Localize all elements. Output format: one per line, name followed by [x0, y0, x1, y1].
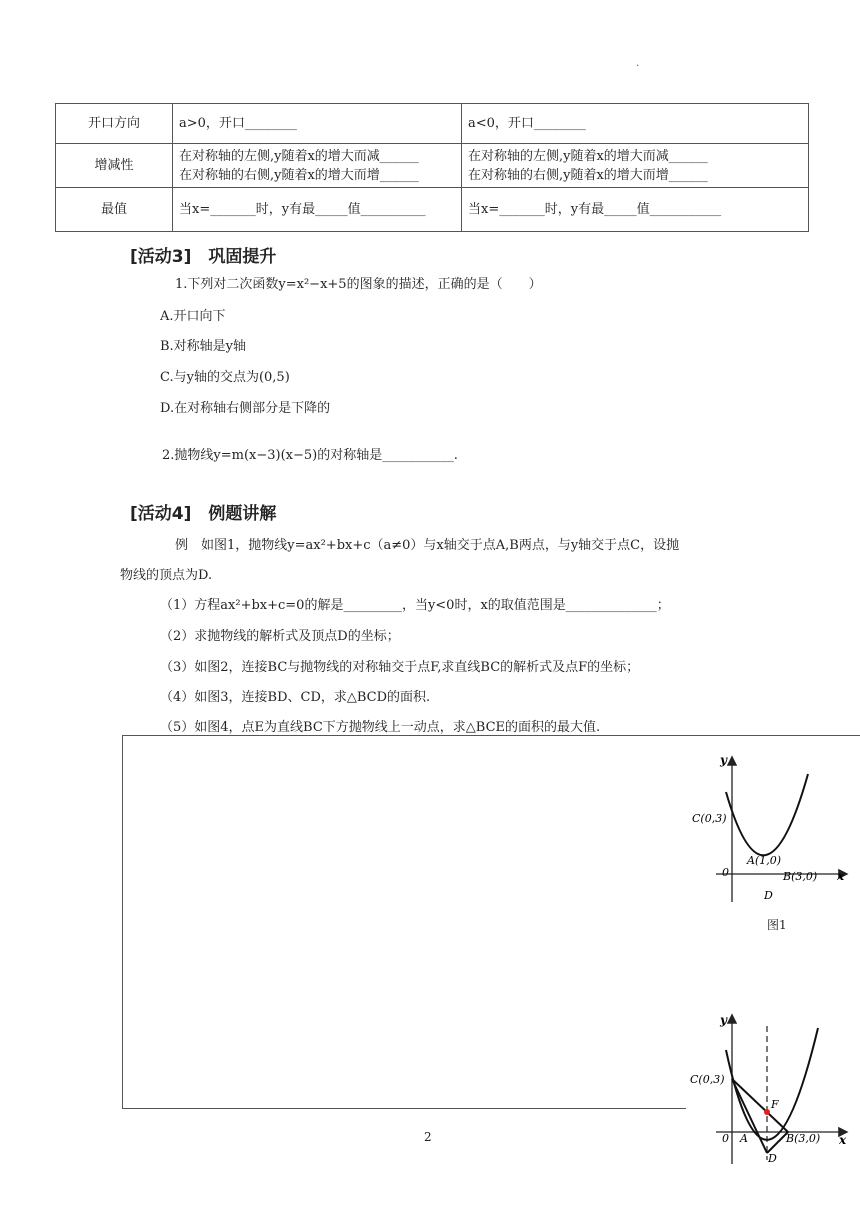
- option-a: A.开口向下: [160, 309, 226, 324]
- cell-a-negative: [462, 144, 809, 188]
- x-axis-label: x: [839, 1133, 847, 1147]
- question-2: 2.抛物线y=m(x−3)(x−5)的对称轴是___________.: [162, 448, 458, 463]
- origin-label: 0: [722, 1132, 729, 1145]
- part-3: （3）如图2，连接BC与抛物线的对称轴交于点F,求直线BC的解析式及点F的坐标；: [160, 660, 640, 675]
- point-b-label: B(3,0): [786, 1132, 821, 1145]
- cell-a-positive: 当x=_______时，y有最_____值__________: [173, 188, 462, 232]
- figure-1-graph: [686, 752, 856, 912]
- cell-line: 在对称轴的右侧,y随着x的增大而增______: [468, 167, 708, 183]
- point-a-label: A(1,0): [747, 854, 782, 867]
- origin-label: 0: [722, 866, 729, 879]
- option-d: D.在对称轴右侧部分是下降的: [160, 401, 331, 416]
- option-b: B.对称轴是y轴: [160, 339, 247, 354]
- table-row: [56, 104, 809, 144]
- page-number: 2: [424, 1130, 432, 1144]
- cell-a-negative: 当x=_______时，y有最_____值___________: [462, 188, 809, 232]
- point-b-label: B(3,0): [783, 870, 818, 883]
- cell-line: 在对称轴的右侧,y随着x的增大而增______: [179, 167, 419, 183]
- header-dot: .: [636, 58, 640, 69]
- point-f-marker: [764, 1109, 770, 1115]
- figure-2-graph: [686, 1010, 856, 1170]
- cell-line: 在对称轴的左侧,y随着x的增大而减______: [468, 148, 708, 164]
- cell-a-negative: a<0，开口________: [462, 104, 809, 144]
- line-cd: [732, 1079, 767, 1153]
- row-header: 最值: [56, 188, 173, 232]
- option-c: C.与y轴的交点为(0,5): [160, 370, 290, 385]
- vertex-d-label: D: [768, 1152, 777, 1165]
- example-intro: 例 如图1，抛物线y=ax²+bx+c（a≠0）与x轴交于点A,B两点，与y轴交于点C，设抛: [175, 538, 680, 553]
- y-axis-label: y: [720, 1013, 727, 1027]
- point-f-label: F: [771, 1098, 779, 1111]
- table-row: [56, 144, 809, 188]
- part-5: （5）如图4，点E为直线BC下方抛物线上一动点，求△BCE的面积的最大值.: [160, 720, 601, 735]
- point-a-label: A: [740, 1132, 748, 1145]
- cell-a-positive: [173, 144, 462, 188]
- part-2: （2）求抛物线的解析式及顶点D的坐标；: [160, 629, 400, 644]
- question-1: 1.下列对二次函数y=x²−x+5的图象的描述，正确的是（ ）: [175, 277, 542, 292]
- part-4: （4）如图3，连接BD、CD，求△BCD的面积.: [160, 690, 431, 705]
- x-axis-label: x: [837, 869, 845, 883]
- y-axis-label: y: [720, 753, 727, 767]
- table-row: [56, 188, 809, 232]
- part-1: （1）方程ax²+bx+c=0的解是_________，当y<0时，x的取值范围是______________；: [160, 598, 670, 613]
- activity3-title: [活动3] 巩固提升: [130, 247, 277, 267]
- parabola-curve: [726, 774, 808, 855]
- figure-1-caption: 图1: [767, 918, 787, 932]
- row-header: 增减性: [56, 144, 173, 188]
- cell-a-positive: a>0，开口________: [173, 104, 462, 144]
- parabola-curve: [726, 1028, 818, 1140]
- activity4-title: [活动4] 例题讲解: [130, 504, 277, 524]
- cell-line: 在对称轴的左侧,y随着x的增大而减______: [179, 148, 419, 164]
- row-header: 开口方向: [56, 104, 173, 144]
- example-intro-cont: 物线的顶点为D.: [120, 568, 213, 583]
- parabola-properties-table: [55, 103, 809, 232]
- point-c-label: C(0,3): [692, 812, 727, 825]
- vertex-d-label: D: [764, 889, 773, 902]
- point-c-label: C(0,3): [690, 1073, 725, 1086]
